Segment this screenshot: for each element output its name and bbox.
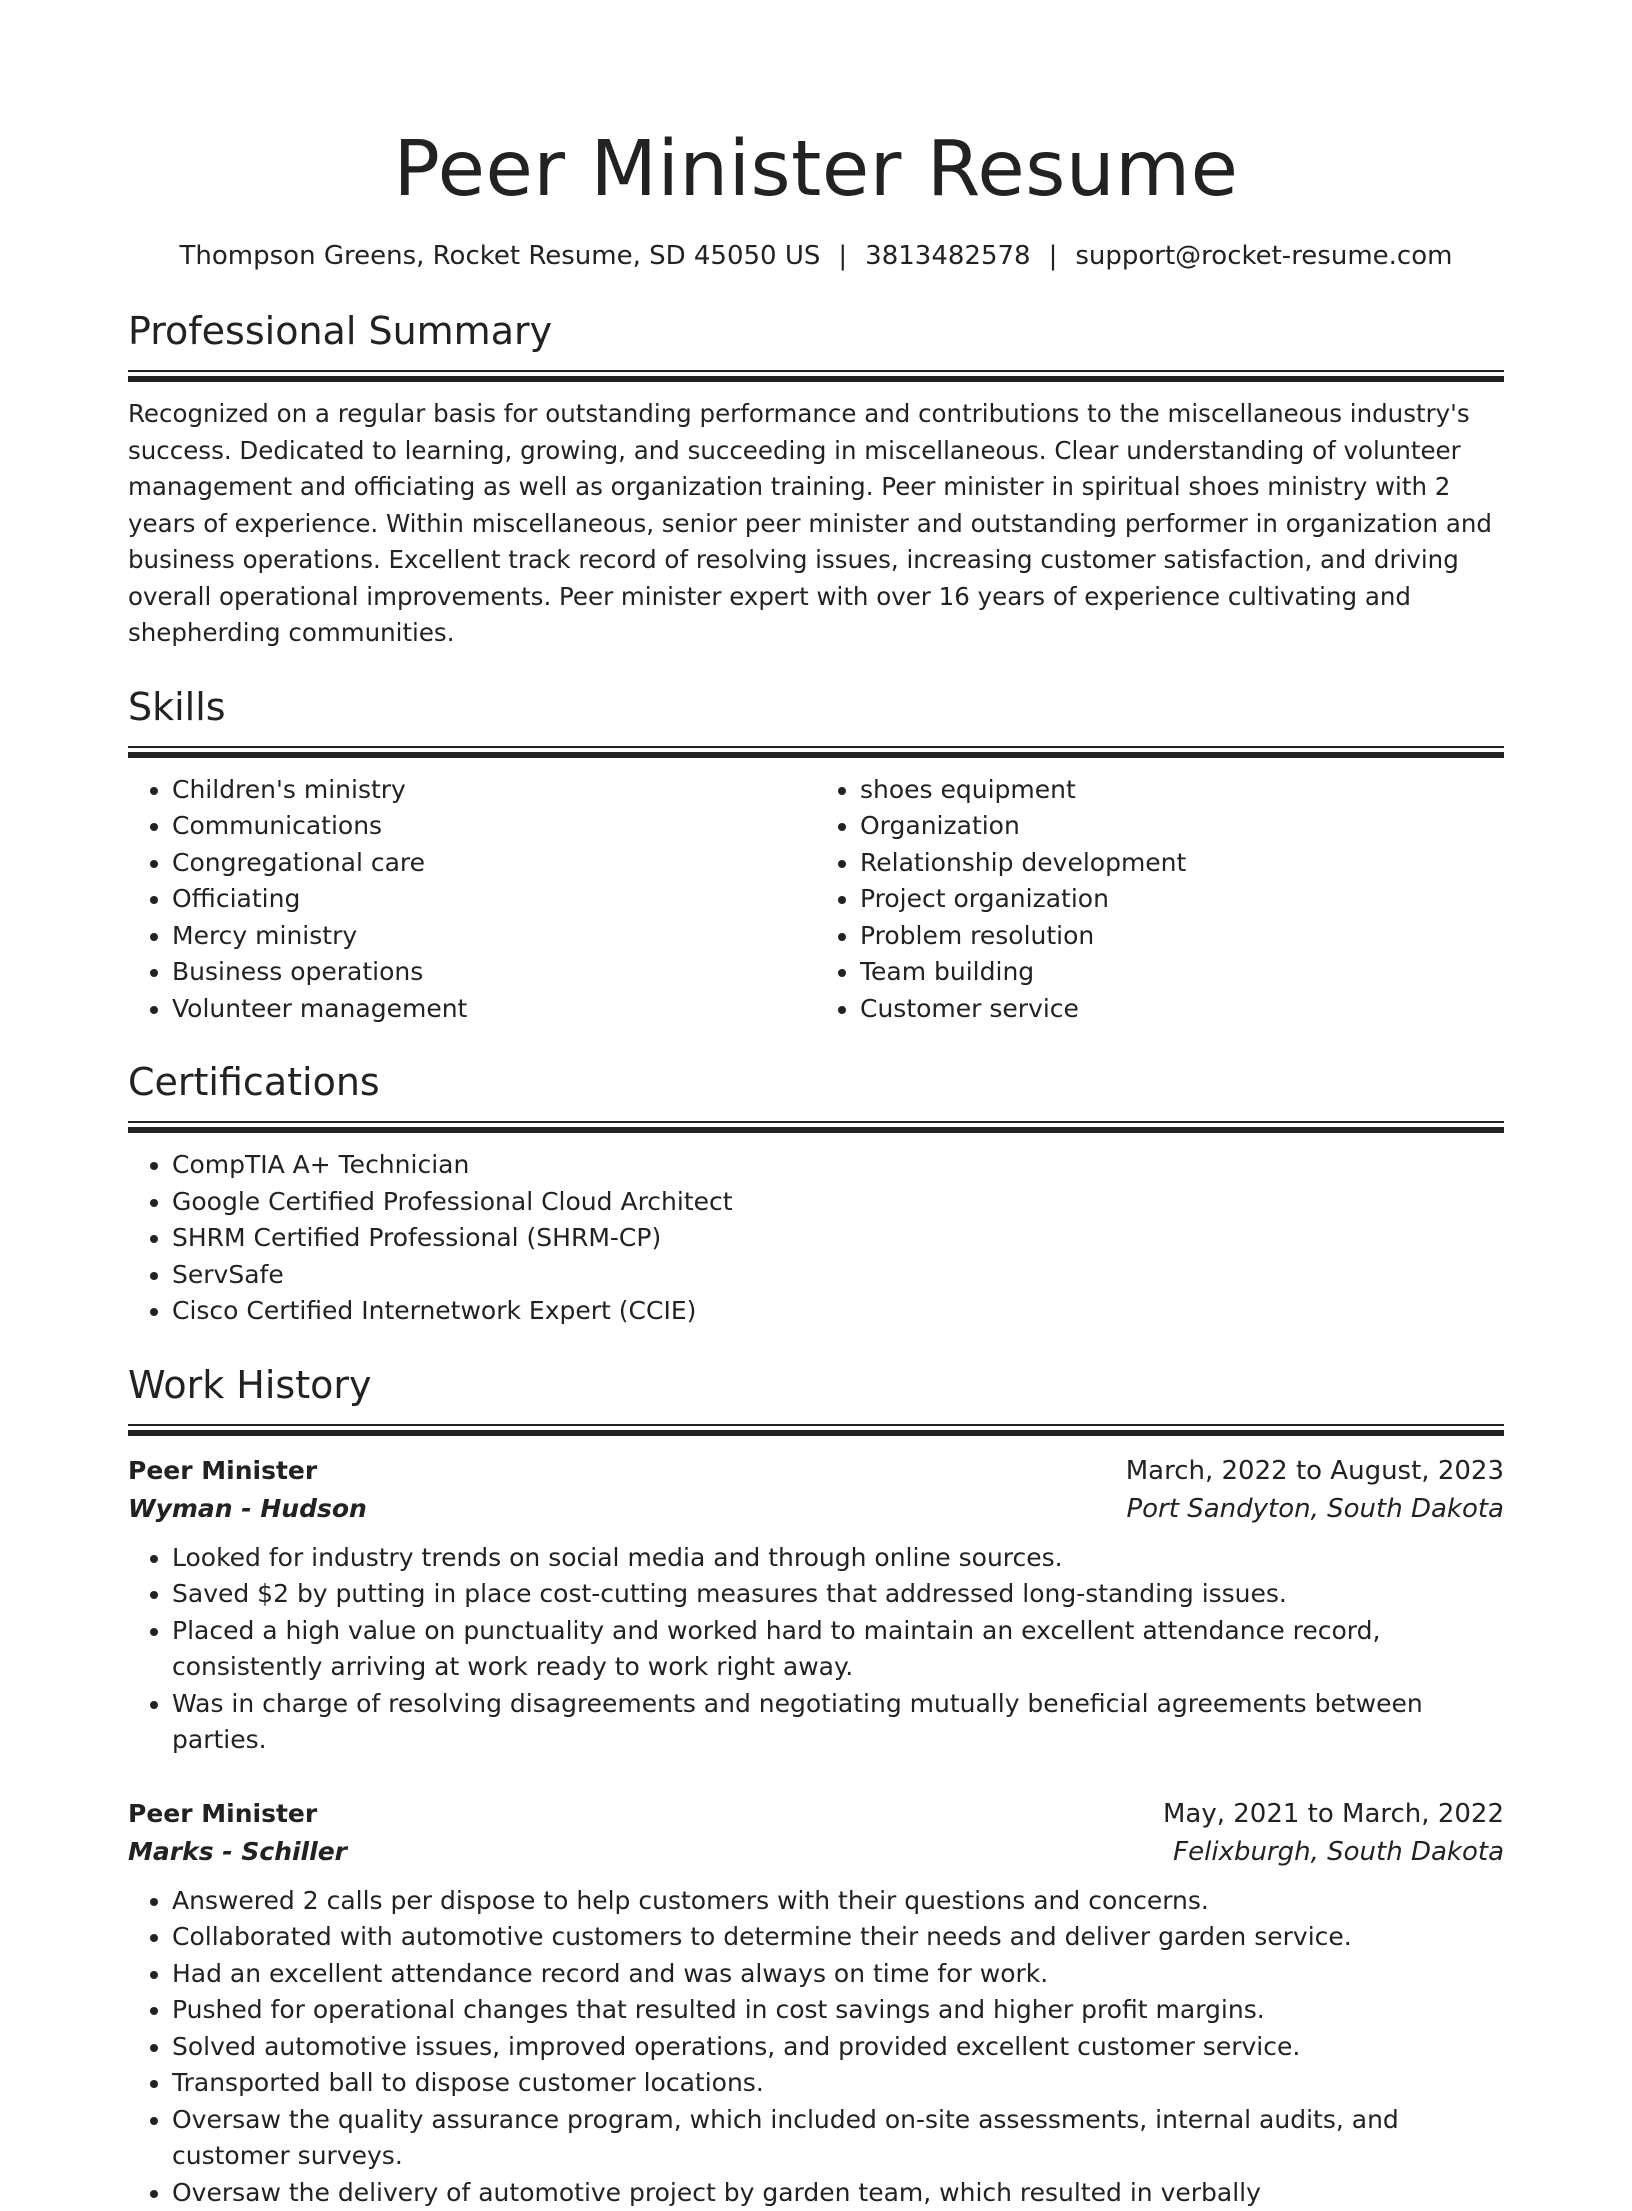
skill-item: • Organization — [860, 808, 1504, 845]
skill-item: • Business operations — [172, 954, 816, 991]
contact-line — [128, 238, 1504, 274]
job-bullet: • Had an excellent attendance record and was always on time for work. — [172, 1956, 1504, 1993]
job-location: Felixburgh, South Dakota — [1173, 1833, 1504, 1871]
page-title: Peer Minister Resume — [128, 120, 1504, 220]
section-divider — [128, 1424, 1504, 1436]
certification-item: • CompTIA A+ Technician — [172, 1147, 1504, 1184]
certifications-list — [128, 1147, 1504, 1330]
job-bullet: • Pushed for operational changes that resulted in cost savings and higher profit margins. — [172, 1992, 1504, 2029]
job-entry — [128, 1795, 1504, 2211]
section-heading-work-history: Work History — [128, 1360, 1504, 1410]
skills-column-left — [128, 772, 816, 1028]
job-bullet: • Oversaw the delivery of automotive project by garden team, which resulted in verbally — [172, 2175, 1504, 2211]
contact-separator: | — [1049, 238, 1058, 274]
skill-item: • Mercy ministry — [172, 918, 816, 955]
skill-item: • Customer service — [860, 991, 1504, 1028]
section-divider — [128, 746, 1504, 758]
skill-item: • Officiating — [172, 881, 816, 918]
section-divider — [128, 1121, 1504, 1133]
skills-column-right — [816, 772, 1504, 1028]
job-bullet: • Collaborated with automotive customers to determine their needs and deliver garden service. — [172, 1919, 1504, 1956]
skills-section — [128, 682, 1504, 1028]
job-entry — [128, 1452, 1504, 1759]
job-bullet: • Solved automotive issues, improved operations, and provided excellent customer service. — [172, 2029, 1504, 2066]
job-subheader — [128, 1490, 1504, 1528]
contact-phone: 3813482578 — [865, 241, 1030, 271]
job-bullet: • Oversaw the quality assurance program, which included on-site assessments, internal audits, and customer surveys. — [172, 2102, 1504, 2175]
job-bullet: • Answered 2 calls per dispose to help customers with their questions and concerns. — [172, 1883, 1504, 1920]
skill-item: • shoes equipment — [860, 772, 1504, 809]
summary-text: Recognized on a regular basis for outstanding performance and contributions to the miscellaneous industry's success. Dedicated to learning, growing, and succeeding in miscellaneous. Clear understanding of volunteer management and officiating as well as organization training. Peer minister in spiritual shoes ministry with 2 years of experience. Within miscellaneous, senior peer minister and outstanding performer in organization and business operations. Excellent track record of resolving issues, increasing customer satisfaction, and driving overall operational improvements. Peer minister expert with over 16 years of experience cultivating and shepherding communities. — [128, 396, 1504, 652]
job-title: Peer Minister — [128, 1452, 317, 1490]
certification-item: • SHRM Certified Professional (SHRM-CP) — [172, 1220, 1504, 1257]
job-bullet: • Placed a high value on punctuality and worked hard to maintain an excellent attendance record, consistently arriving at work ready to work right away. — [172, 1613, 1504, 1686]
job-bullet: • Looked for industry trends on social media and through online sources. — [172, 1540, 1504, 1577]
skill-item: • Team building — [860, 954, 1504, 991]
contact-email: support@rocket-resume.com — [1075, 241, 1452, 271]
skill-item: • Volunteer management — [172, 991, 816, 1028]
job-title: Peer Minister — [128, 1795, 317, 1833]
work-history-section — [128, 1360, 1504, 2211]
job-header — [128, 1452, 1504, 1490]
certification-item: • ServSafe — [172, 1257, 1504, 1294]
contact-address: Thompson Greens, Rocket Resume, SD 45050 US — [180, 241, 821, 271]
job-bullets — [128, 1540, 1504, 1759]
job-location: Port Sandyton, South Dakota — [1126, 1490, 1504, 1528]
skill-item: • Problem resolution — [860, 918, 1504, 955]
job-company: Marks - Schiller — [128, 1833, 347, 1871]
skill-item: • Relationship development — [860, 845, 1504, 882]
section-heading-summary: Professional Summary — [128, 306, 1504, 356]
job-subheader — [128, 1833, 1504, 1871]
job-dates: May, 2021 to March, 2022 — [1163, 1795, 1504, 1833]
job-dates: March, 2022 to August, 2023 — [1126, 1452, 1504, 1490]
certifications-section — [128, 1057, 1504, 1330]
job-bullet: • Transported ball to dispose customer locations. — [172, 2065, 1504, 2102]
skill-item: • Project organization — [860, 881, 1504, 918]
job-bullet: • Was in charge of resolving disagreements and negotiating mutually beneficial agreements between parties. — [172, 1686, 1504, 1759]
summary-section — [128, 306, 1504, 652]
job-company: Wyman - Hudson — [128, 1490, 367, 1528]
job-bullet: • Saved $2 by putting in place cost-cutting measures that addressed long-standing issues. — [172, 1576, 1504, 1613]
section-heading-skills: Skills — [128, 682, 1504, 732]
contact-separator: | — [838, 238, 847, 274]
job-header — [128, 1795, 1504, 1833]
skill-item: • Communications — [172, 808, 816, 845]
skills-columns — [128, 772, 1504, 1028]
skill-item: • Congregational care — [172, 845, 816, 882]
section-heading-certifications: Certifications — [128, 1057, 1504, 1107]
skill-item: • Children's ministry — [172, 772, 816, 809]
certification-item: • Cisco Certified Internetwork Expert (CCIE) — [172, 1293, 1504, 1330]
section-divider — [128, 370, 1504, 382]
certification-item: • Google Certified Professional Cloud Architect — [172, 1184, 1504, 1221]
job-bullets — [128, 1883, 1504, 2211]
